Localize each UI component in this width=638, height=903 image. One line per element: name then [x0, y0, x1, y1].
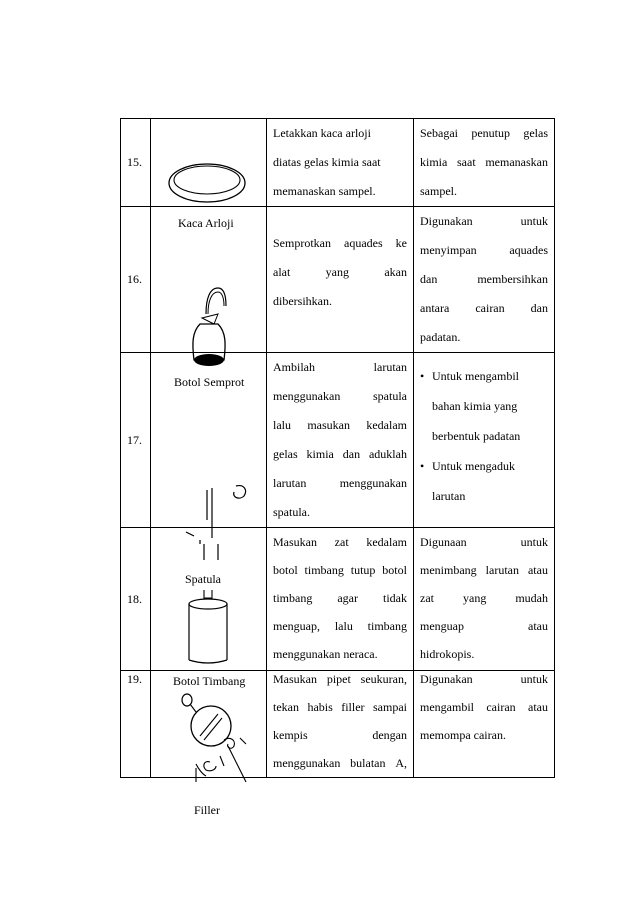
bullet-item: • Untuk mengambil: [420, 361, 548, 391]
word: filler: [341, 700, 365, 714]
word: kempis: [273, 728, 308, 742]
word: kedalam: [366, 418, 407, 432]
word: mengambil: [420, 700, 474, 714]
word: yang: [325, 265, 349, 279]
text-line: [420, 148, 548, 177]
word: dan: [342, 447, 361, 461]
text-line: [273, 528, 407, 556]
pipette-filler-icon: [176, 684, 266, 794]
text-line: sampel.: [420, 184, 457, 198]
procedure-cell: [267, 119, 414, 207]
text-line: [273, 469, 407, 498]
text-line: [420, 584, 548, 612]
text-line: [420, 207, 548, 236]
text-line: hidrokopis.: [420, 647, 475, 661]
text-line: [420, 612, 548, 640]
word: penutup: [471, 126, 510, 140]
word: bulatan: [350, 756, 386, 770]
word: A,: [395, 756, 407, 770]
row-number: 17.: [121, 353, 151, 528]
word: Semprotkan: [273, 236, 331, 250]
word: habis: [307, 700, 333, 714]
function-cell: [414, 671, 555, 778]
word: spatula: [373, 389, 407, 403]
procedure-cell: [267, 207, 414, 353]
text-line: [273, 382, 407, 411]
word: atau: [528, 619, 548, 633]
word: dan: [420, 272, 438, 286]
word: kimia: [306, 447, 334, 461]
text-line: berbentuk padatan: [432, 429, 521, 443]
row-number: 18.: [121, 528, 151, 671]
procedure-cell: [267, 528, 414, 671]
word: Sebagai: [420, 126, 458, 140]
text-line: [273, 693, 407, 721]
word: menggunakan: [273, 756, 341, 770]
text-line: Letakkan kaca arloji: [273, 126, 371, 140]
word: untuk: [520, 672, 548, 686]
word: mudah: [515, 591, 548, 605]
row-number: 19.: [121, 671, 151, 778]
word: botol: [382, 563, 407, 577]
text-line: [273, 556, 407, 584]
procedure-cell: [267, 353, 414, 528]
word: seukuran,: [360, 672, 407, 686]
word: zat: [334, 535, 349, 549]
word: larutan: [273, 476, 307, 490]
word: menguap: [420, 619, 464, 633]
word: timbang: [304, 563, 344, 577]
word: tekan: [273, 700, 299, 714]
text-line: diatas gelas kimia saat: [273, 155, 381, 169]
word: saat: [457, 155, 476, 169]
text-line: bahan kimia yang: [432, 399, 518, 413]
text-line: [420, 294, 548, 323]
weighing-bottle-icon: [184, 588, 234, 668]
text-line: [273, 440, 407, 469]
function-cell: [414, 119, 555, 207]
function-cell: [414, 528, 555, 671]
text-line: [420, 528, 548, 556]
word: sampai: [372, 700, 407, 714]
word: cairan: [475, 301, 505, 315]
text-line: [273, 353, 407, 382]
bullet-item: • Untuk mengaduk: [420, 451, 548, 481]
word: untuk: [520, 535, 548, 549]
word: aquades: [509, 243, 548, 257]
text-line: [420, 671, 548, 694]
caption-wash-bottle: Botol Semprot: [174, 375, 245, 389]
function-cell: [414, 353, 555, 528]
word: cairan: [486, 700, 516, 714]
word: tutup: [350, 563, 376, 577]
word: alat: [273, 265, 291, 279]
word: kimia: [420, 155, 448, 169]
text-line: menggunakan neraca.: [273, 647, 378, 661]
word: aduklah: [368, 447, 407, 461]
row-number: 15.: [121, 119, 151, 207]
caption-watch-glass: Kaca Arloji: [178, 216, 234, 230]
text-line: memanaskan sampel.: [273, 184, 376, 198]
word: Masukan: [273, 672, 317, 686]
text-line: [273, 411, 407, 440]
bullet-icon: •: [420, 369, 425, 383]
text-line: [273, 671, 407, 694]
text-line: [273, 229, 407, 258]
word: atau: [528, 700, 548, 714]
word: atau: [527, 563, 548, 577]
caption-filler: Filler: [194, 803, 220, 817]
text-line: [420, 236, 548, 265]
word: botol: [273, 563, 298, 577]
text-line: spatula.: [273, 505, 310, 519]
watch-glass-icon: [168, 163, 248, 205]
row-number: 16.: [121, 207, 151, 353]
word: Masukan: [273, 535, 317, 549]
word: membersihkan: [477, 272, 548, 286]
word: untuk: [520, 214, 548, 228]
text-line: larutan: [432, 489, 466, 503]
word: dengan: [372, 728, 407, 742]
word: dan: [530, 301, 548, 315]
text-line: [420, 693, 548, 721]
word: pipet: [326, 672, 351, 686]
word: menyimpan: [420, 243, 477, 257]
word: antara: [420, 301, 450, 315]
word: menggunakan: [339, 476, 407, 490]
text-line: [273, 612, 407, 640]
spatula-icon: [182, 480, 252, 570]
text-line: [273, 584, 407, 612]
word: yang: [463, 591, 487, 605]
text-line: [420, 119, 548, 148]
word: timbang: [273, 591, 313, 605]
word: tidak: [382, 591, 407, 605]
text-line: [420, 265, 548, 294]
word: timbang: [367, 619, 407, 633]
word: masukan: [307, 418, 350, 432]
word: larutan: [373, 360, 407, 374]
word: memanaskan: [485, 155, 548, 169]
word: lalu: [273, 418, 291, 432]
caption-weighing-bottle: Botol Timbang: [173, 674, 246, 688]
word: ke: [395, 236, 407, 250]
function-cell: [414, 207, 555, 353]
text-line: padatan.: [420, 330, 461, 344]
bullet-icon: •: [420, 459, 425, 473]
word: Digunakan: [420, 214, 473, 228]
word: aquades: [344, 236, 383, 250]
wash-bottle-icon: [186, 284, 236, 370]
text-line: [273, 721, 407, 749]
text-line: [273, 258, 407, 287]
word: Digunaan: [420, 535, 467, 549]
caption-spatula: Spatula: [185, 572, 221, 586]
word: menggunakan: [273, 389, 341, 403]
text-line: [420, 556, 548, 584]
word: akan: [384, 265, 407, 279]
word: menimbang: [420, 563, 477, 577]
text-line: memompa cairan.: [420, 728, 506, 742]
word: Ambilah: [273, 360, 315, 374]
word: lalu: [334, 619, 353, 633]
word: Digunakan: [420, 672, 473, 686]
procedure-cell: [267, 671, 414, 778]
word: gelas: [523, 126, 548, 140]
word: gelas: [273, 447, 298, 461]
text-line: dibersihkan.: [273, 294, 332, 308]
word: agar: [337, 591, 358, 605]
word: menguap,: [273, 619, 320, 633]
word: larutan: [485, 563, 519, 577]
word: zat: [420, 591, 434, 605]
text-line: [273, 749, 407, 777]
word: kedalam: [366, 535, 407, 549]
